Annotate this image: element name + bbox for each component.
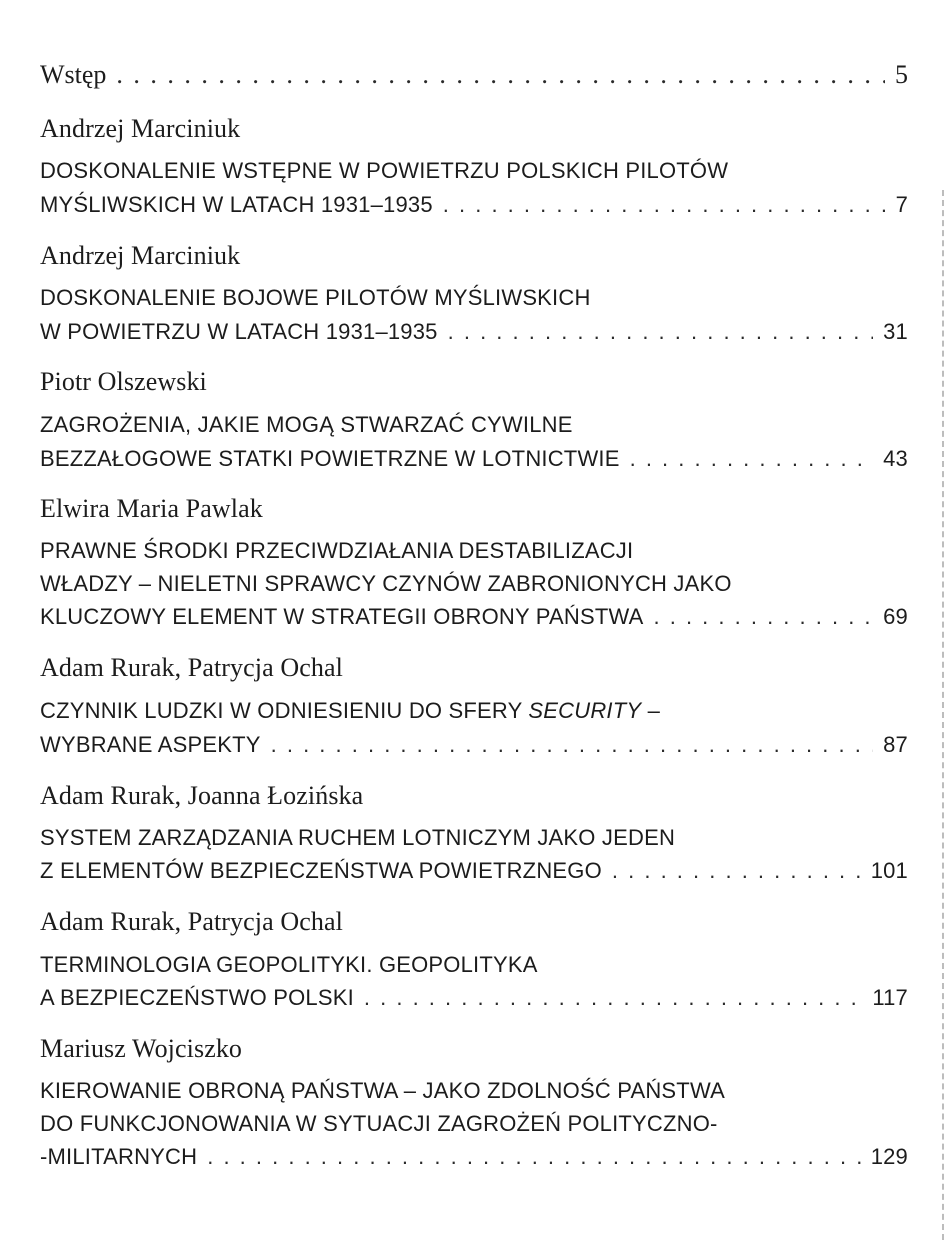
toc-title-text: WYBRANE ASPEKTY	[40, 732, 261, 757]
toc-title-italic-term: SECURITY	[528, 698, 642, 723]
toc-intro-label: Wstęp	[40, 60, 107, 89]
toc-title-last-line[interactable]	[40, 446, 908, 472]
toc-title-line[interactable]: DOSKONALENIE WSTĘPNE W POWIETRZU POLSKICH PILOTÓW	[40, 158, 729, 183]
toc-title-line[interactable]: WŁADZY – NIELETNI SPRAWCY CZYNÓW ZABRONIONYCH JAKO	[40, 571, 732, 596]
toc-page-number: 43	[883, 446, 908, 471]
toc-page-number: 129	[870, 1144, 908, 1169]
toc-author: Adam Rurak, Patrycja Ochal	[40, 907, 343, 936]
toc-page-number: 69	[883, 604, 908, 629]
toc-title-text: W POWIETRZU W LATACH 1931–1935	[40, 319, 438, 344]
toc-title-last-line[interactable]	[40, 604, 908, 630]
dot-leader	[448, 319, 874, 345]
toc-author: Piotr Olszewski	[40, 367, 207, 396]
toc-title-last-line[interactable]	[40, 985, 908, 1011]
toc-page-number: 87	[883, 732, 908, 757]
dot-leader	[271, 732, 874, 758]
toc-title-last-line[interactable]	[40, 1144, 908, 1170]
toc-title-text: Z ELEMENTÓW BEZPIECZEŃSTWA POWIETRZNEGO	[40, 858, 602, 883]
toc-title-line[interactable]: DO FUNKCJONOWANIA W SYTUACJI ZAGROŻEŃ POLITYCZNO-	[40, 1111, 718, 1136]
toc-title-last-line[interactable]	[40, 192, 908, 218]
toc-title-text: BEZZAŁOGOWE STATKI POWIETRZNE W LOTNICTWIE	[40, 446, 620, 471]
dot-leader	[654, 604, 874, 630]
toc-title-line[interactable]: TERMINOLOGIA GEOPOLITYKI. GEOPOLITYKA	[40, 952, 538, 977]
toc-author: Andrzej Marciniuk	[40, 114, 241, 143]
dot-leader	[364, 985, 862, 1011]
toc-author: Adam Rurak, Joanna Łozińska	[40, 781, 364, 810]
toc-title-last-line[interactable]	[40, 858, 908, 884]
toc-entry-intro[interactable]	[40, 60, 908, 90]
toc-title-line[interactable]	[40, 698, 908, 724]
toc-title-text: CZYNNIK LUDZKI W ODNIESIENIU DO SFERY	[40, 698, 529, 723]
toc-author: Adam Rurak, Patrycja Ochal	[40, 653, 343, 682]
toc-page-number: 117	[872, 985, 908, 1010]
toc-title-last-line[interactable]	[40, 319, 908, 345]
dot-leader	[116, 60, 885, 90]
toc-title-text: A BEZPIECZEŃSTWO POLSKI	[40, 985, 354, 1010]
toc-title-line[interactable]: DOSKONALENIE BOJOWE PILOTÓW MYŚLIWSKICH	[40, 285, 591, 310]
page-edge-scan-artifact	[942, 190, 950, 1240]
dot-leader	[612, 858, 861, 884]
toc-title-line[interactable]: ZAGROŻENIA, JAKIE MOGĄ STWARZAĆ CYWILNE	[40, 412, 573, 437]
dot-leader	[630, 446, 874, 472]
toc-page-number: 5	[895, 60, 908, 89]
toc-author: Elwira Maria Pawlak	[40, 494, 263, 523]
toc-author: Andrzej Marciniuk	[40, 241, 241, 270]
toc-title-last-line[interactable]	[40, 732, 908, 758]
dot-leader	[207, 1144, 860, 1170]
toc-page-number: 31	[883, 319, 908, 344]
toc-title-text: KLUCZOWY ELEMENT W STRATEGII OBRONY PAŃSTWA	[40, 604, 644, 629]
toc-author: Mariusz Wojciszko	[40, 1034, 243, 1063]
toc-title-dash: –	[641, 698, 661, 723]
toc-title-line[interactable]: SYSTEM ZARZĄDZANIA RUCHEM LOTNICZYM JAKO JEDEN	[40, 825, 676, 850]
toc-title-line[interactable]: KIEROWANIE OBRONĄ PAŃSTWA – JAKO ZDOLNOŚĆ PAŃSTWA	[40, 1078, 725, 1103]
toc-page-number: 101	[870, 858, 908, 883]
toc-title-line[interactable]: PRAWNE ŚRODKI PRZECIWDZIAŁANIA DESTABILIZACJI	[40, 538, 634, 563]
toc-title-text: -MILITARNYCH	[40, 1144, 198, 1169]
toc-page-number: 7	[895, 192, 908, 217]
dot-leader	[443, 192, 886, 218]
toc-title-text: MYŚLIWSKICH W LATACH 1931–1935	[40, 192, 433, 217]
